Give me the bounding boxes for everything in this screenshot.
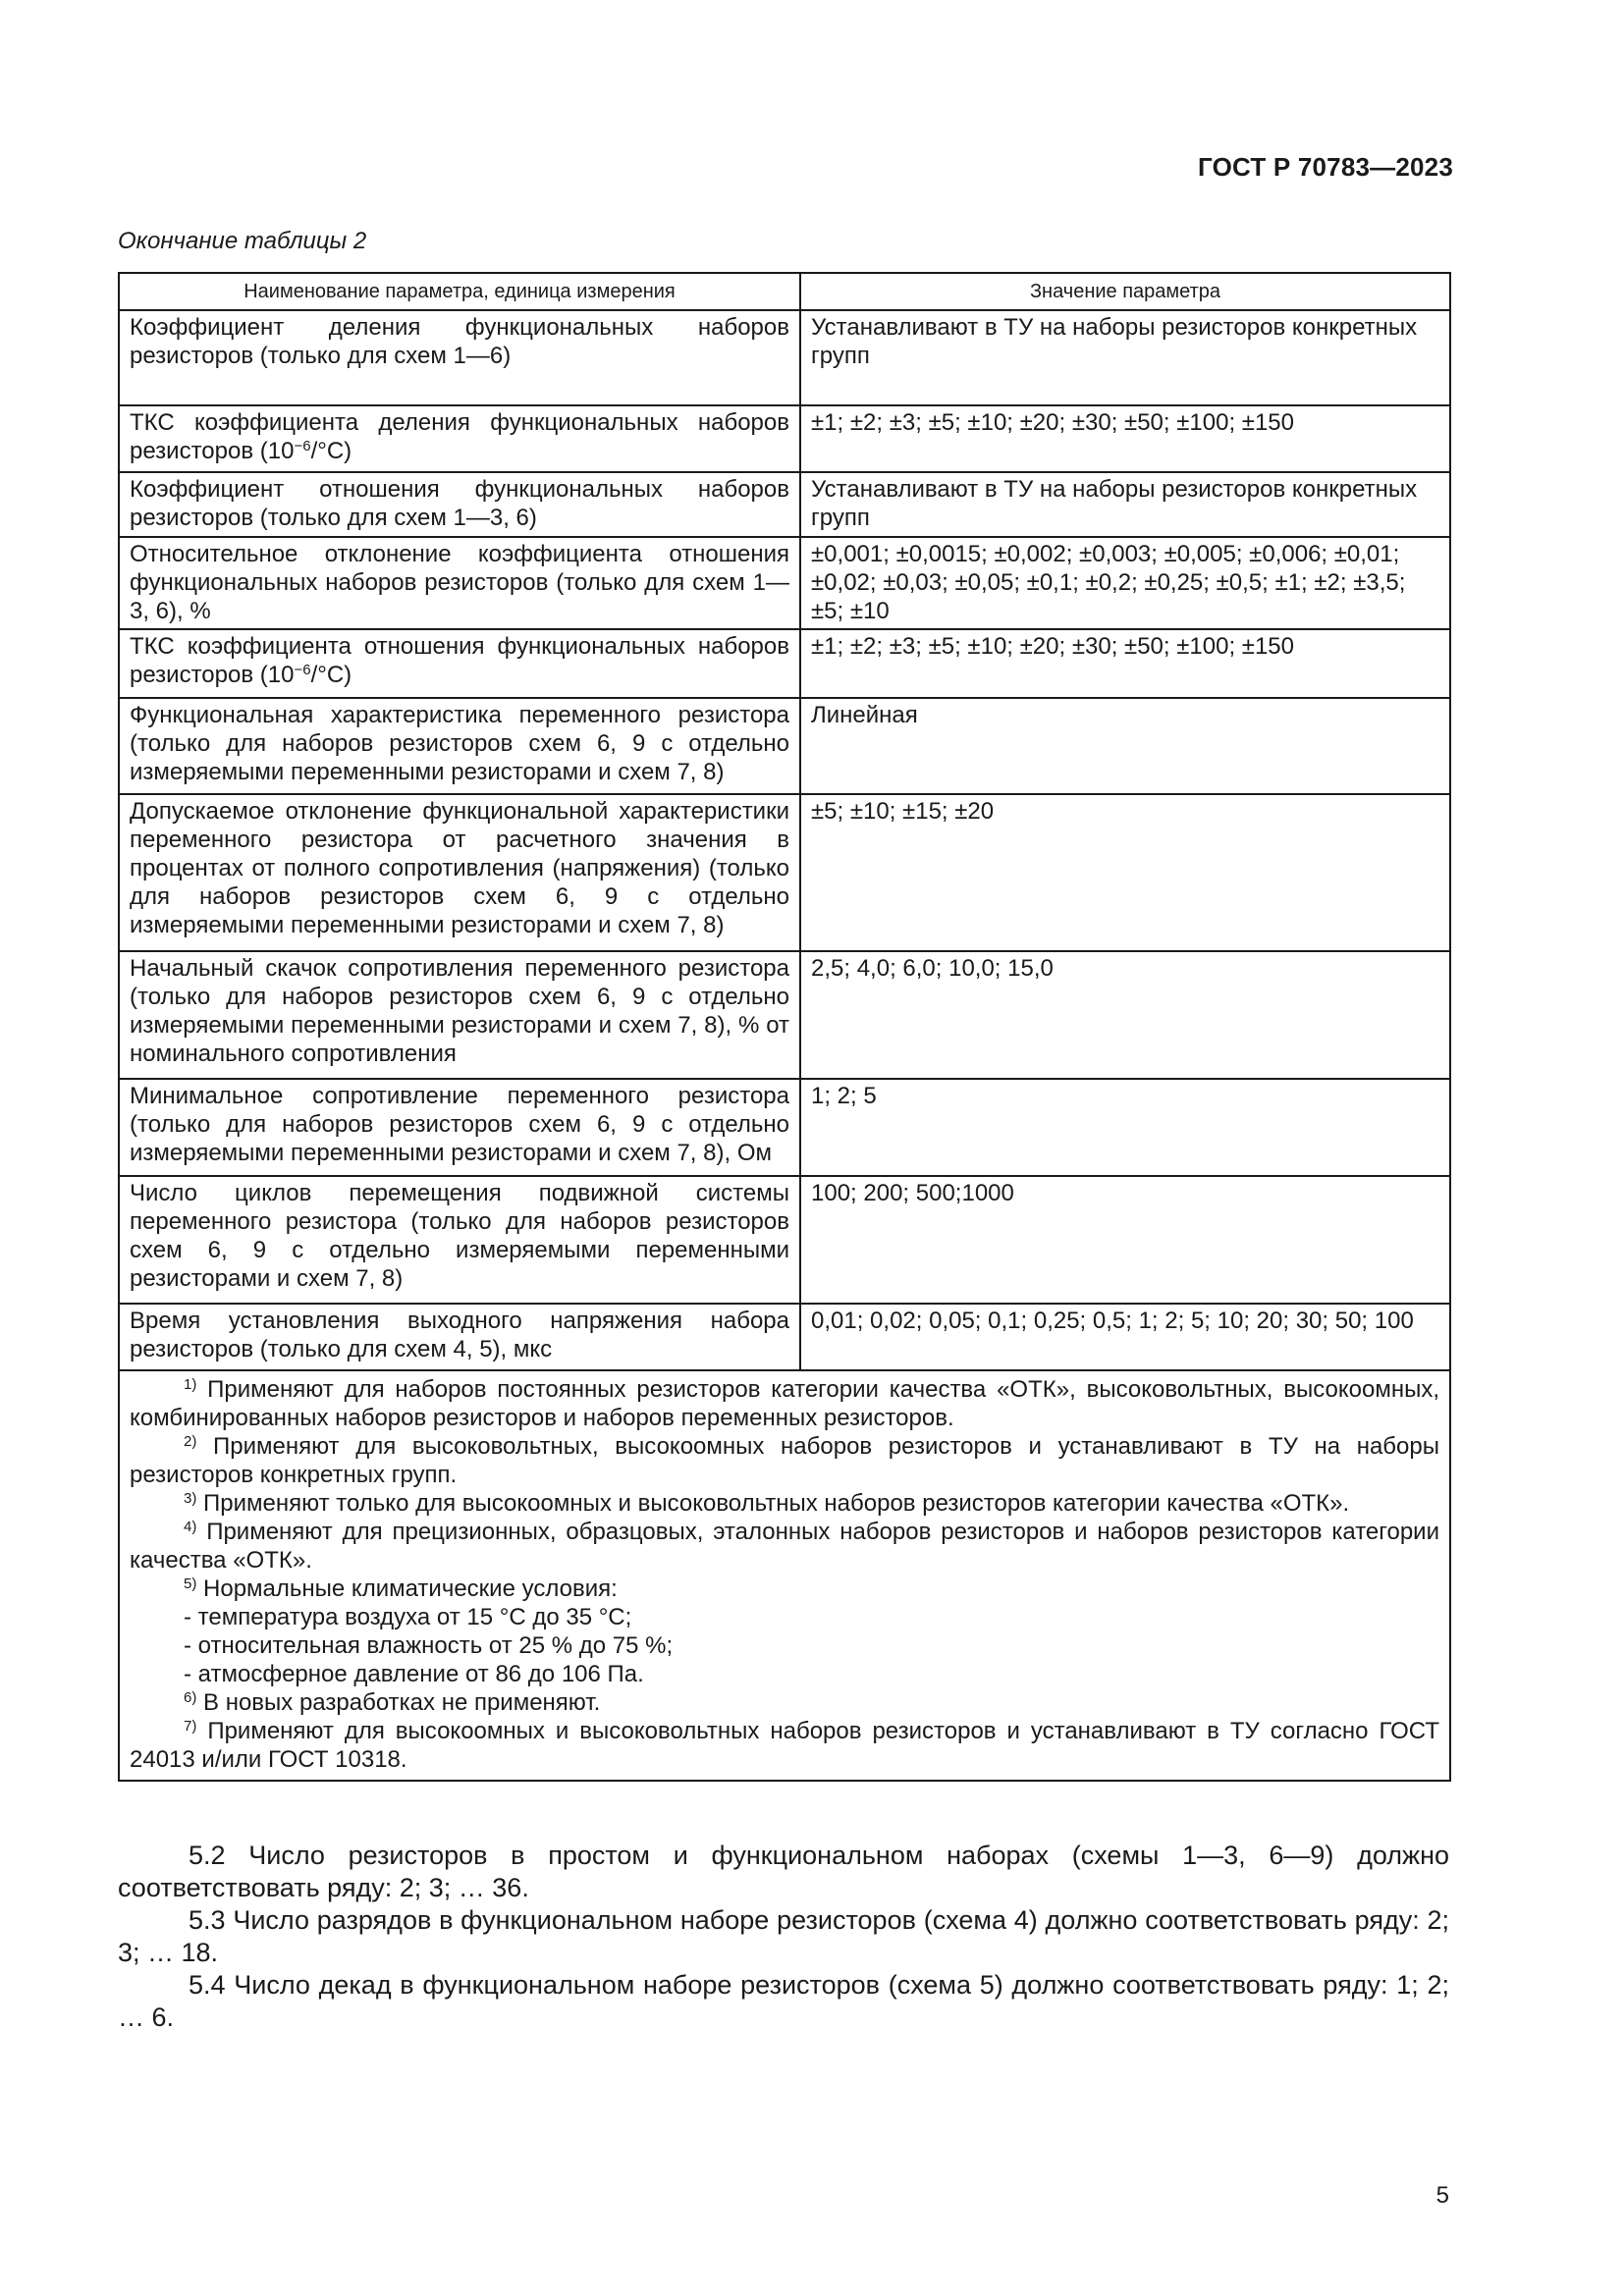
parameter-name: Допускаемое отклонение функциональной характеристики переменного резистора от расчетного значения в процентах от полного сопротивления (напряжения) (только для наборов резисторов схем 6, 9 с отдельно измеряемыми переменными резисторами и схем 7, 8) [119, 794, 800, 951]
parameter-value: 0,01; 0,02; 0,05; 0,1; 0,25; 0,5; 1; 2; 5; 10; 20; 30; 50; 100 [800, 1304, 1450, 1370]
parameter-name: Начальный скачок сопротивления переменного резистора (только для наборов резисторов схем 6, 9 с отдельно измеряемыми переменными резисторами и схем 7, 8), % от номинального сопротивления [119, 951, 800, 1079]
table-row [119, 310, 1450, 405]
footnote: $^{6)}$ В новых разработках не применяют. [184, 1689, 601, 1716]
footnote-line: - температура воздуха от 15 °С до 35 °С; [184, 1604, 632, 1630]
table-header-row [119, 273, 1450, 310]
parameter-value: ±5; ±10; ±15; ±20 [800, 794, 1450, 951]
parameter-value: Устанавливают в ТУ на наборы резисторов конкретных групп [800, 472, 1450, 537]
parameter-name: Коэффициент деления функциональных наборов резисторов (только для схем 1—6) [119, 310, 800, 405]
table-row [119, 1304, 1450, 1370]
table-row [119, 1079, 1450, 1176]
parameter-name: ТКС коэффициента деления функциональных наборов резисторов $(10^{-6}/^\circ С)$ [119, 405, 800, 472]
table-caption: Окончание таблицы 2 [118, 228, 367, 254]
parameters-table [118, 272, 1451, 1782]
footnote: $^{4)}$ Применяют для прецизионных, образцовых, эталонных наборов резисторов и наборов резисторов категории качества «ОТК». [130, 1519, 1439, 1574]
parameter-value: Линейная [800, 698, 1450, 794]
table-row [119, 405, 1450, 472]
footnote: $^{7)}$ Применяют для высокоомных и высоковольтных наборов резисторов и устанавливают в ТУ согласно ГОСТ 24013 и/или ГОСТ 10318. [130, 1718, 1439, 1773]
clause-5-4: 5.4 Число декад в функциональном наборе резисторов (схема 5) должно соответствовать ряду: 1; 2; … 6. [118, 1970, 1449, 2032]
column-header-value: Значение параметра [800, 273, 1450, 310]
parameter-name: Время установления выходного напряжения набора резисторов (только для схем 4, 5), мкс [119, 1304, 800, 1370]
parameter-value: ±1; ±2; ±3; ±5; ±10; ±20; ±30; ±50; ±100; ±150 [800, 405, 1450, 472]
parameter-value: 1; 2; 5 [800, 1079, 1450, 1176]
footnote-line: - атмосферное давление от 86 до 106 Па. [184, 1661, 644, 1687]
document-id-header: ГОСТ Р 70783—2023 [1198, 152, 1453, 182]
table-row [119, 951, 1450, 1079]
page-number: 5 [1435, 2182, 1449, 2209]
parameter-name: Функциональная характеристика переменного резистора (только для наборов резисторов схем 6, 9 с отдельно измеряемыми переменными резисторами и схем 7, 8) [119, 698, 800, 794]
table-row [119, 537, 1450, 629]
table-row [119, 698, 1450, 794]
clause-5-3: 5.3 Число разрядов в функциональном наборе резисторов (схема 4) должно соответствовать ряду: 2; 3; … 18. [118, 1905, 1449, 1967]
parameter-name: Число циклов перемещения подвижной системы переменного резистора (только для наборов резисторов схем 6, 9 с отдельно измеряемыми переменными резисторами и схем 7, 8) [119, 1176, 800, 1304]
parameter-name: Относительное отклонение коэффициента отношения функциональных наборов резисторов (только для схем 1—3, 6), % [119, 537, 800, 629]
table-row [119, 472, 1450, 537]
parameter-name: Минимальное сопротивление переменного резистора (только для наборов резисторов схем 6, 9 с отдельно измеряемыми переменными резисторами и схем 7, 8), Ом [119, 1079, 800, 1176]
column-header-parameter: Наименование параметра, единица измерения [119, 273, 800, 310]
clause-5-2: 5.2 Число резисторов в простом и функциональном наборах (схемы 1—3, 6—9) должно соответствовать ряду: 2; 3; … 36. [118, 1841, 1449, 1902]
parameter-value: ±0,001; ±0,0015; ±0,002; ±0,003; ±0,005; ±0,006; ±0,01; ±0,02; ±0,03; ±0,05; ±0,1; ±0,2; ±0,25; ±0,5; ±1; ±2; ±3,5; ±5; ±10 [800, 537, 1450, 629]
parameter-value: 100; 200; 500;1000 [800, 1176, 1450, 1304]
footnote: $^{1)}$ Применяют для наборов постоянных резисторов категории качества «ОТК», высоковольтных, высокоомных, комбинированных наборов резисторов и наборов переменных резисторов. [130, 1376, 1439, 1431]
table-row [119, 1176, 1450, 1304]
parameter-value: ±1; ±2; ±3; ±5; ±10; ±20; ±30; ±50; ±100; ±150 [800, 629, 1450, 698]
parameter-value: Устанавливают в ТУ на наборы резисторов конкретных групп [800, 310, 1450, 405]
superscript-exponent: −6 [294, 662, 311, 678]
parameter-name: ТКС коэффициента отношения функциональных наборов резисторов $(10^{-6}/^\circ С)$ [119, 629, 800, 698]
footnote: $^{3)}$ Применяют только для высокоомных и высоковольтных наборов резисторов категории качества «ОТК». [184, 1490, 1350, 1517]
footnote: $^{5)}$ Нормальные климатические условия: [184, 1575, 618, 1602]
table-row [119, 629, 1450, 698]
table-notes-row [119, 1370, 1450, 1781]
parameter-name: Коэффициент отношения функциональных наборов резисторов (только для схем 1—3, 6) [119, 472, 800, 537]
parameter-value: 2,5; 4,0; 6,0; 10,0; 15,0 [800, 951, 1450, 1079]
table-footnotes [119, 1370, 1450, 1781]
table-row [119, 794, 1450, 951]
superscript-exponent: −6 [294, 438, 311, 454]
footnote-line: - относительная влажность от 25 % до 75 %; [184, 1632, 674, 1659]
footnote: $^{2)}$ Применяют для высоковольтных, высокоомных наборов резисторов и устанавливают в ТУ на наборы резисторов конкретных групп. [130, 1433, 1439, 1488]
